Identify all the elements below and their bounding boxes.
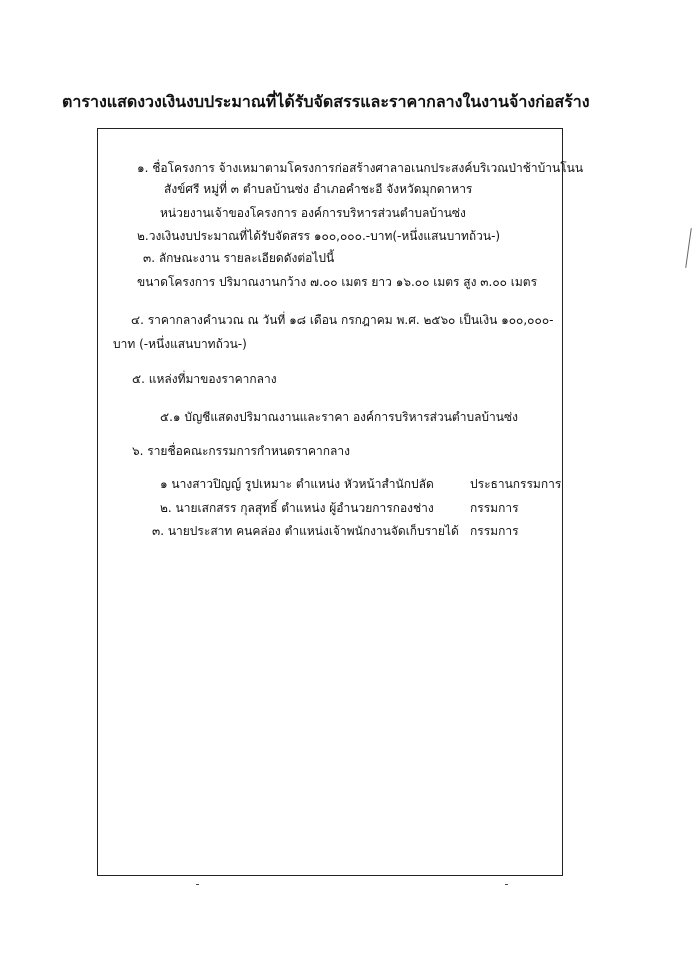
item3-line1: ๓. ลักษณะงาน รายละเอียดดังต่อไปนี้ — [143, 251, 335, 265]
item1-line1: ๑. ชื่อโครงการ จ้างเหมาตามโครงการก่อสร้างศาลาอเนกประสงค์บริเวณป่าช้าบ้านโนน — [137, 161, 584, 175]
item3-line2: ขนาดโครงการ ปริมาณงานกว้าง ๗.๐๐ เมตร ยาว ๑๖.๐๐ เมตร สูง ๓.๐๐ เมตร — [137, 275, 538, 289]
item5-sub1: ๕.๑ บัญชีแสดงปริมาณงานและราคา องค์การบริหารส่วนตำบลบ้านซ่ง — [160, 410, 518, 424]
member-2-name: ๒. นายเสกสรร กุลสุทธิ์ ตำแหน่ง ผู้อำนวยการกองช่าง — [160, 501, 434, 515]
item4-line2: บาท (-หนึ่งแสนบาทถ้วน-) — [113, 337, 247, 351]
scan-edge-mark — [685, 228, 692, 268]
item4-line1: ๔. ราคากลางคำนวณ ณ วันที่ ๑๘ เดือน กรกฎาคม พ.ศ. ๒๕๖๐ เป็นเงิน ๑๐๐,๐๐๐- — [131, 313, 554, 327]
scan-mark-right — [505, 884, 508, 885]
document-title: ตารางแสดงวงเงินงบประมาณที่ได้รับจัดสรรและราคากลางในงานจ้างก่อสร้าง — [62, 92, 590, 111]
item1-line2: สังข์ศรี หมู่ที่ ๓ ตำบลบ้านซ่ง อำเภอคำชะอี จังหวัดมุกดาหาร — [164, 182, 473, 196]
member-3-role: กรรมการ — [470, 524, 519, 538]
member-1-role: ประธานกรรมการ — [470, 477, 562, 491]
scan-mark-left — [196, 884, 199, 885]
member-3-name: ๓. นายประสาท คนคล่อง ตำแหน่งเจ้าพนักงานจัดเก็บรายได้ — [152, 524, 459, 538]
member-2-role: กรรมการ — [470, 501, 519, 515]
item6-heading: ๖. รายชื่อคณะกรรมการกำหนดราคากลาง — [132, 444, 351, 458]
member-1-name: ๑ นางสาวปิญญ์ รูปเหมาะ ตำแหน่ง หัวหน้าสำนักปลัด — [160, 477, 434, 491]
item2-budget: ๒.วงเงินงบประมาณที่ได้รับจัดสรร ๑๐๐,๐๐๐.-บาท(-หนึ่งแสนบาทถ้วน-) — [137, 229, 501, 243]
item5-heading: ๕. แหล่งที่มาของราคากลาง — [132, 372, 277, 386]
item1-owner: หน่วยงานเจ้าของโครงการ องค์การบริหารส่วนตำบลบ้านซ่ง — [160, 206, 466, 220]
